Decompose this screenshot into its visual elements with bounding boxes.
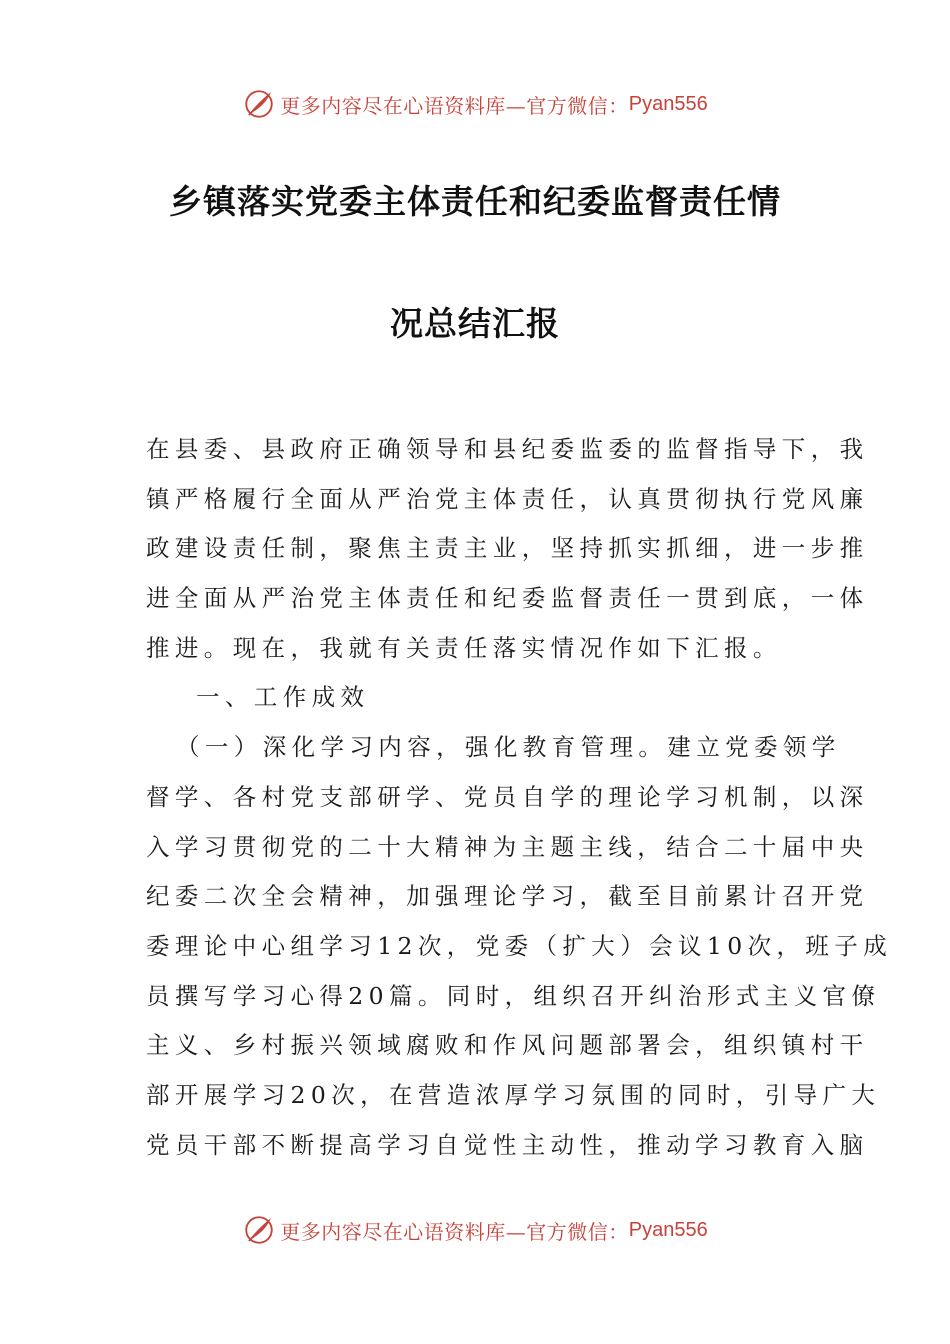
body-line: 推进。现在，我就有关责任落实情况作如下汇报。 bbox=[146, 633, 782, 662]
body-line: 纪委二次全会精神，加强理论学习，截至目前累计召开党 bbox=[146, 882, 869, 911]
banner-text: 更多内容尽在心语资料库—官方微信： bbox=[280, 1219, 629, 1244]
body-line: 员撰写学习心得20篇。同时，组织召开纠治形式主义官僚 bbox=[146, 981, 881, 1010]
body-line: 镇严格履行全面从严治党主体责任，认真贯彻执行党风廉 bbox=[146, 484, 869, 513]
body-line: 在县委、县政府正确领导和县纪委监委的监督指导下，我 bbox=[146, 435, 869, 463]
pen-feather-icon bbox=[242, 87, 276, 121]
banner-text: 更多内容尽在心语资料库—官方微信： bbox=[280, 93, 629, 118]
body-line: 委理论中心组学习12次，党委（扩大）会议10次，班子成 bbox=[146, 931, 893, 960]
body-line: 督学、各村党支部研学、党员自学的理论学习机制，以深 bbox=[146, 782, 869, 811]
pen-feather-icon bbox=[242, 1213, 276, 1247]
header-watermark-banner bbox=[0, 84, 950, 124]
footer-watermark-banner bbox=[0, 1210, 950, 1250]
body-line: 主义、乡村振兴领域腐败和作风问题部署会，组织镇村干 bbox=[146, 1031, 869, 1060]
subsection-lead-line: （一）深化学习内容，强化教育管理。建立党委领学 bbox=[176, 733, 841, 762]
body-line: 部开展学习20次，在营造浓厚学习氛围的同时，引导广大 bbox=[146, 1080, 881, 1109]
section-heading: 一、工作成效 bbox=[196, 683, 370, 712]
banner-wechat-handle: Pyan556 bbox=[628, 92, 708, 115]
document-title-line-2: 况总结汇报 bbox=[390, 304, 560, 343]
document-title-line-1: 乡镇落实党委主体责任和纪委监督责任情 bbox=[169, 182, 781, 221]
body-line: 政建设责任制，聚焦主责主业，坚持抓实抓细，进一步推 bbox=[146, 534, 869, 563]
document-body bbox=[146, 425, 893, 1170]
banner-wechat-handle: Pyan556 bbox=[628, 1218, 708, 1241]
body-line: 进全面从严治党主体责任和纪委监督责任一贯到底，一体 bbox=[146, 584, 869, 613]
body-line: 党员干部不断提高学习自觉性主动性，推动学习教育入脑 bbox=[146, 1130, 869, 1159]
body-line: 入学习贯彻党的二十大精神为主题主线，结合二十届中央 bbox=[146, 832, 869, 861]
